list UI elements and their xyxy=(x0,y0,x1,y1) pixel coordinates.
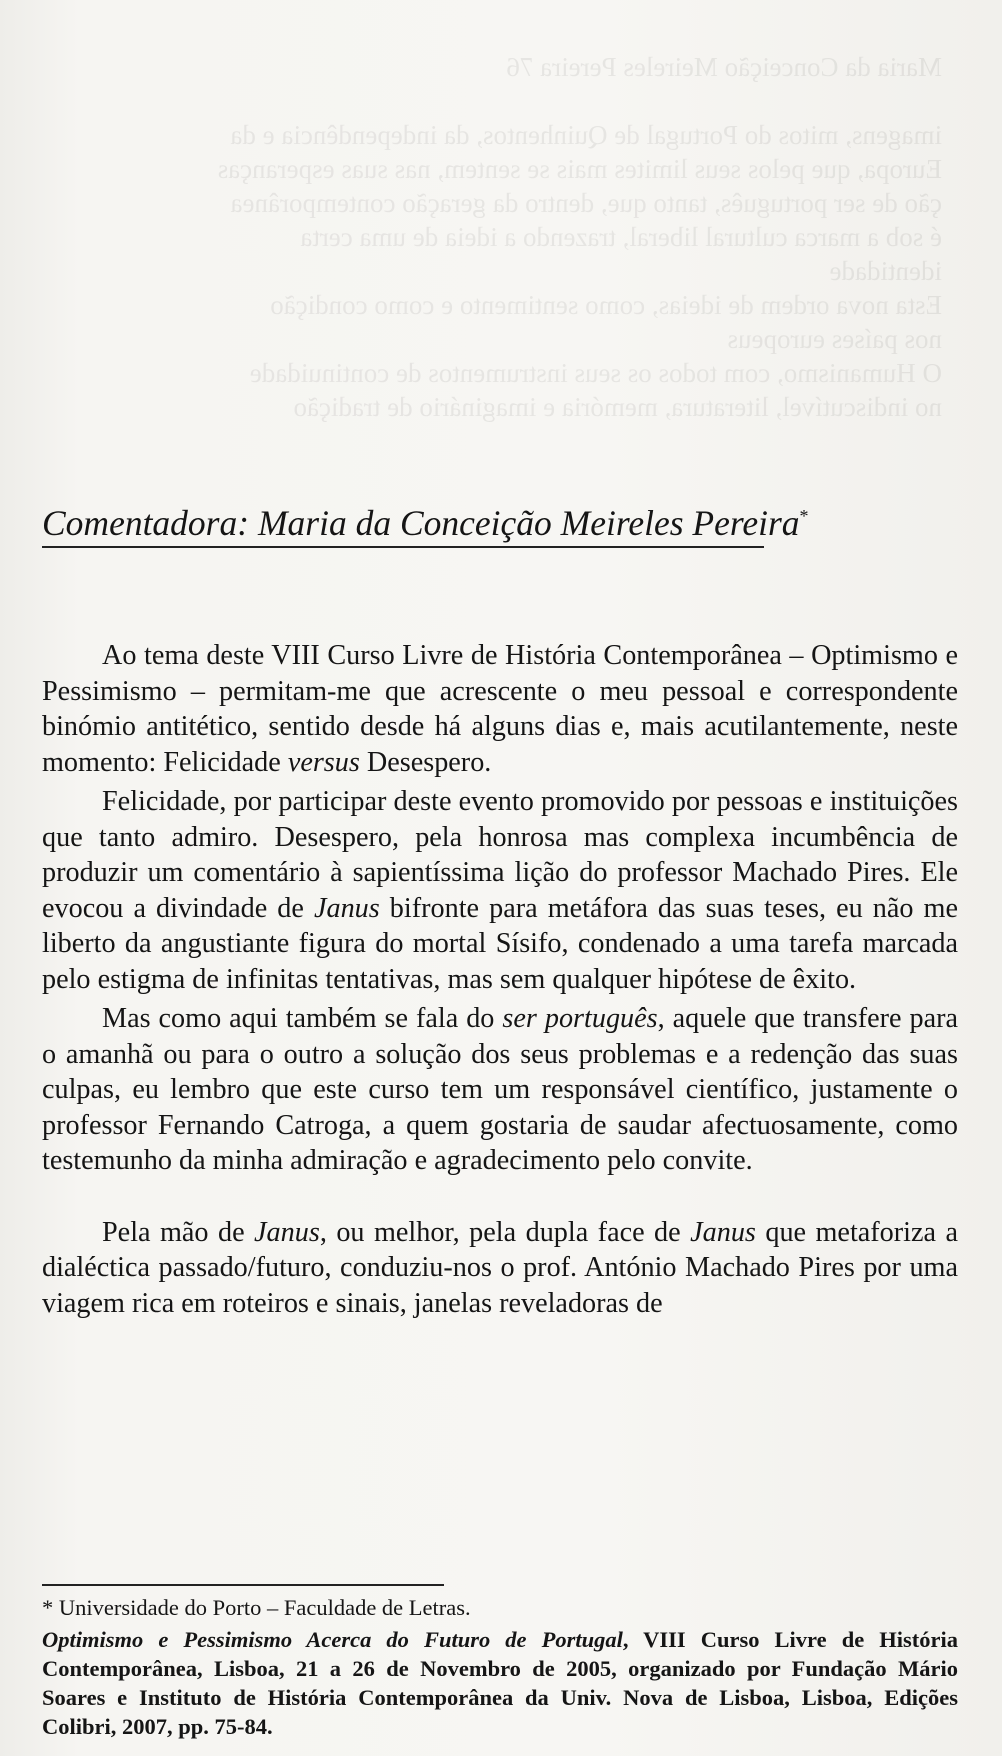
paragraph-2-text-a: Felicidade, por participar deste evento promovido por pessoas e instituições que tanto admiro. Desespero, pela honrosa mas complexa incumbência de produzir um comentário à sapientíssima lição do professor Machado Pires. Ele evocou a divindade de xyxy=(42,786,958,924)
paragraph-1-text-a: Ao tema deste VIII Curso Livre de História Contemporânea – Optimismo e Pessimismo – permitam-me que acrescente o meu pessoal e correspondente binómio antitético, sentido desde há alguns dias e, mais acutilantemente, neste momento: Felicidade xyxy=(42,640,958,778)
commentary-body xyxy=(42,638,958,1325)
paragraph-1-text-b: Desespero. xyxy=(359,746,492,778)
paragraph-4-text-c: que metaforiza a dialéctica passado/futuro, conduziu-nos o prof. António Machado Pires por uma viagem rica em roteiros e sinais, janelas reveladoras de xyxy=(42,1216,958,1319)
paragraph-4-text-b: , ou melhor, pela dupla face de xyxy=(319,1216,691,1248)
footnote: * Universidade do Porto – Faculdade de Letras. xyxy=(42,1595,471,1620)
citation-title: Optimismo e Pessimismo Acerca do Futuro de Portugal xyxy=(42,1627,623,1652)
paragraph-3 xyxy=(42,1001,958,1179)
paragraph-4-text-a: Pela mão de xyxy=(102,1216,255,1248)
paragraph-1-emphasis: versus xyxy=(287,746,360,778)
paragraph-2-text-b: bifronte para metáfora das suas teses, eu não me liberto da angustiante figura do mortal Sísifo, condenado a uma tarefa marcada pelo estigma de infinitas tentativas, mas sem qualquer hipótese de êxito. xyxy=(42,892,958,995)
paragraph-4 xyxy=(42,1215,958,1322)
commentator-name: Comentadora: Maria da Conceição Meireles Pereira xyxy=(42,502,800,543)
paragraph-4-emphasis-1: Janus xyxy=(254,1216,320,1248)
paragraph-2-emphasis: Janus xyxy=(313,892,380,924)
show-through-text: Maria da Conceição Meireles Pereira 76 imagens, mitos do Portugal de Quinhentos, da independência e da Europa, que pelos seus limites mais se sentem, nas suas esperanças ção de ser português, tanto que, dentro da geração contemporânea é sob a marca cultural liberal, trazendo a ideia de uma certa identidade Esta nova ordem de ideias, como sentimento e como condição nos países europeus O Humanismo, com todos os seus instrumentos de continuidade no indiscutível, literatura, memória e imaginário de tradição xyxy=(217,52,942,422)
paragraph-3-text-b: , aquele que transfere para o amanhã ou para o outro a solução dos seus problemas e a redenção das suas culpas, eu lembro que este curso tem um responsável científico, justamente o professor Fernando Catroga, a quem gostaria de saudar afectuosamente, como testemunho da minha admiração e agradecimento pelo convite. xyxy=(42,1003,958,1176)
paragraph-3-emphasis: ser português xyxy=(502,1003,658,1034)
paragraph-3-text-a: Mas como aqui também se fala do xyxy=(102,1003,503,1034)
commentator-heading xyxy=(42,494,809,548)
paragraph-4-emphasis-2: Janus xyxy=(690,1216,756,1248)
paragraph-1 xyxy=(42,638,958,780)
footnote-marker: * xyxy=(799,506,809,526)
footnote-divider xyxy=(42,1584,444,1586)
citation-details: , VIII Curso Livre de História Contemporânea, Lisboa, 21 a 26 de Novembro de 2005, organizado por Fundação Mário Soares e Instituto de História Contemporânea da Univ. Nova de Lisboa, Lisboa, Edições Colibri, 2007, pp. 75-84. xyxy=(42,1627,958,1739)
citation xyxy=(42,1625,958,1741)
paragraph-2 xyxy=(42,784,958,997)
